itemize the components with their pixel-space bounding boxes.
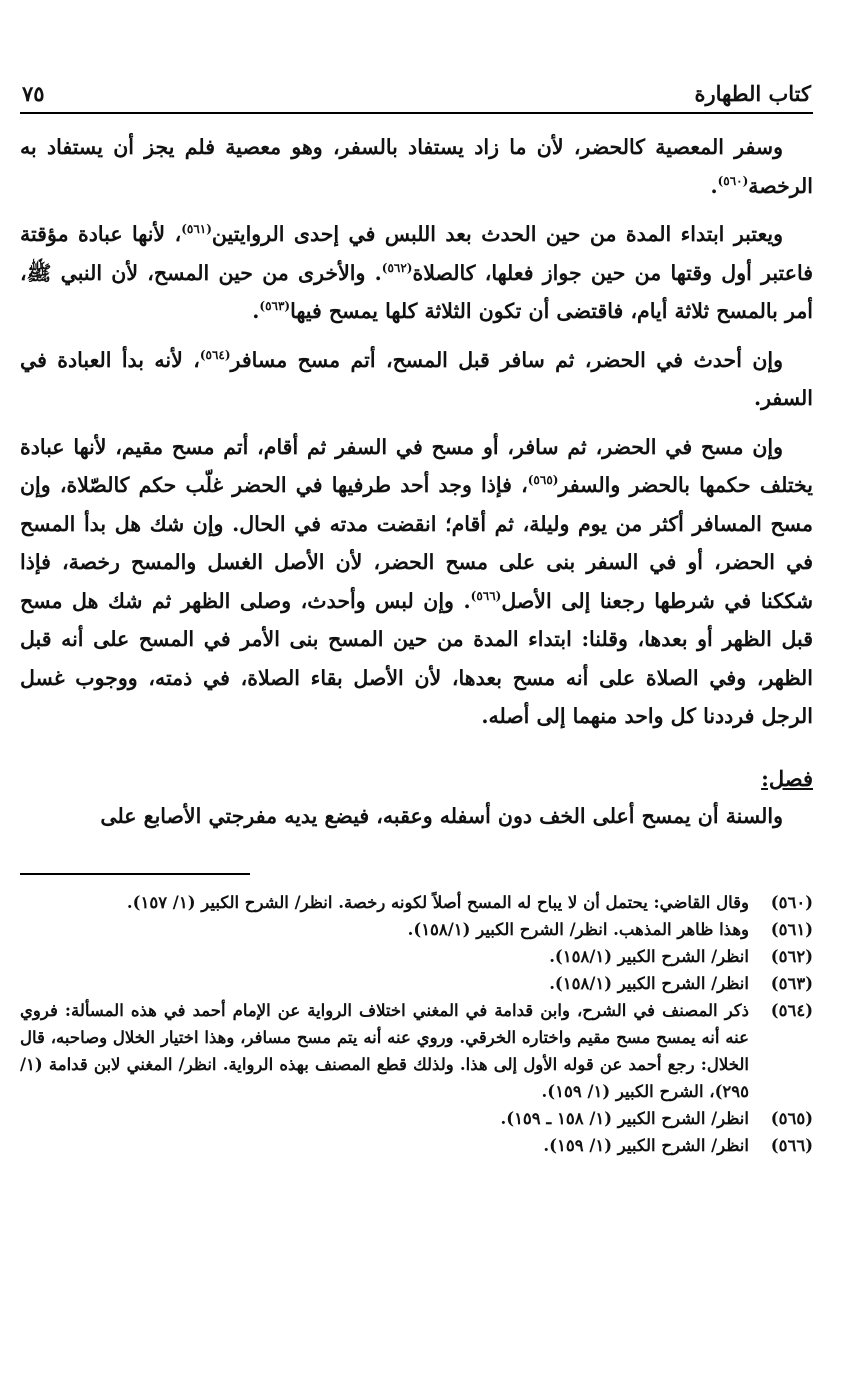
footnote-separator — [20, 873, 250, 875]
paragraph-text: ، لأنها عبادة مؤقتة فاعتبر أول وقتها من حين جواز فعلها، كالصلاة — [20, 222, 814, 285]
section-heading: فصل: — [761, 765, 813, 791]
footnote-number: (٥٦٢) — [770, 947, 813, 966]
main-text — [20, 128, 813, 835]
paragraph — [20, 341, 813, 418]
footnote-text: انظر/ الشرح الكبير (١٥٨/١). — [549, 947, 749, 966]
footnote-number: (٥٦٠) — [770, 893, 813, 912]
paragraph — [20, 428, 813, 736]
footnote-text: انظر/ الشرح الكبير (١/ ١٥٩). — [543, 1136, 749, 1155]
paragraph-text: . والأخرى من حين المسح، لأن النبي ﷺ، أمر بالمسح ثلاثة أيام، فاقتضى أن تكون الثلاثة كلها يمسح فيها — [20, 260, 813, 323]
running-title: كتاب الطهارة — [694, 81, 811, 106]
footnote — [20, 943, 813, 970]
footnote-number: (٥٦٥) — [770, 1109, 813, 1128]
paragraph — [20, 128, 813, 205]
footnote — [20, 1105, 813, 1132]
paragraph-text: ويعتبر ابتداء المدة من حين الحدث بعد اللبس في إحدى الروايتين — [211, 222, 783, 246]
footnote-ref: (٥٦٥) — [527, 473, 559, 488]
footnote-number: (٥٦٤) — [770, 1001, 813, 1020]
paragraph-text: . — [252, 299, 260, 323]
footnote-text: انظر/ الشرح الكبير (١/ ١٥٨ ـ ١٥٩). — [500, 1109, 749, 1128]
page-number: ٧٥ — [22, 81, 45, 106]
paragraph-text: وإن مسح في الحضر، ثم سافر، أو مسح في السفر ثم أقام، أتم مسح مقيم، لأنها عبادة يختلف حكمها بالحضر والسفر — [20, 434, 813, 497]
footnote-text: وقال القاضي: يحتمل أن لا يباح له المسح أصلاً لكونه رخصة. انظر/ الشرح الكبير (١/ ١٥٧). — [126, 893, 749, 912]
footnote-text: ذكر المصنف في الشرح، وابن قدامة في المغني اختلاف الرواية عن الإمام أحمد في هذه المسألة: فروي عنه أنه يمسح مسح مقيم واختاره الخرقي. وروي عنه أنه يتم مسح مسافر، وهذا اختيار الخلال وصاحبه، قال الخلال: رجع أحمد عن قوله الأول إلى هذا. ولذلك قطع المصنف بهذه الرواية. انظر/ المغني لابن قدامة (١/ ٢٩٥)، الشرح الكبير (١/ ١٥٩). — [20, 1001, 749, 1101]
page-header — [20, 60, 813, 114]
paragraph-text: . — [710, 173, 718, 198]
footnote — [20, 1132, 813, 1159]
footnote-ref: (٥٦٠) — [717, 173, 749, 188]
footnote-ref: (٥٦١) — [181, 222, 212, 237]
footnote — [20, 997, 813, 1105]
footnotes — [20, 889, 813, 1159]
paragraph-text: وإن أحدث في الحضر، ثم سافر قبل المسح، أتم مسح مسافر — [230, 347, 783, 372]
book-page — [20, 60, 813, 1159]
footnote — [20, 970, 813, 997]
footnote-ref: (٥٦٦) — [470, 588, 502, 603]
paragraph-text: ، لأنه بدأ العبادة في السفر. — [20, 347, 813, 410]
footnote-number: (٥٦٣) — [770, 974, 813, 993]
footnote-text: انظر/ الشرح الكبير (١٥٨/١). — [549, 974, 749, 993]
footnote-ref: (٥٦٢) — [381, 260, 413, 275]
footnote-number: (٥٦١) — [770, 920, 813, 939]
paragraph: والسنة أن يمسح أعلى الخف دون أسفله وعقبه، فيضع يديه مفرجتي الأصابع على — [100, 803, 783, 828]
footnote-ref: (٥٦٣) — [259, 299, 291, 314]
paragraph-text: وسفر المعصية كالحضر، لأن ما زاد يستفاد بالسفر، وهو معصية فلم يجز أن يستفاد به الرخصة — [20, 135, 813, 198]
footnote-text: وهذا ظاهر المذهب. انظر/ الشرح الكبير (١٥٨/١). — [407, 920, 749, 939]
paragraph-text: ، فإذا وجد أحد طرفيها في الحضر غلّب حكم كالصّلاة، وإن مسح المسافر أكثر من يوم وليلة، ثم أقام؛ انقضت مدته في الحال. وإن شك هل بدأ المسح في الحضر، أو في السفر بنى على مسح الحضر، لأن الأصل الغسل والمسح رخصة، فإذا شككنا في شرطها رجعنا إلى الأصل — [20, 473, 814, 613]
footnote — [20, 889, 813, 916]
footnote-ref: (٥٦٤) — [199, 347, 231, 362]
paragraph-text: . وإن لبس وأحدث، وصلى الظهر ثم شك هل مسح قبل الظهر أو بعدها، وقلنا: ابتداء المدة من حين المسح بنى الأمر في المسح على أنه قبل الظهر، وفي الصلاة على أنه مسح بعدها، لأن الأصل بقاء الصلاة، في ذمته، ووجوب غسل الرجل فرددنا كل واحد منهما إلى أصله. — [20, 588, 813, 728]
paragraph — [20, 215, 813, 331]
footnote-number: (٥٦٦) — [770, 1136, 813, 1155]
footnote — [20, 916, 813, 943]
